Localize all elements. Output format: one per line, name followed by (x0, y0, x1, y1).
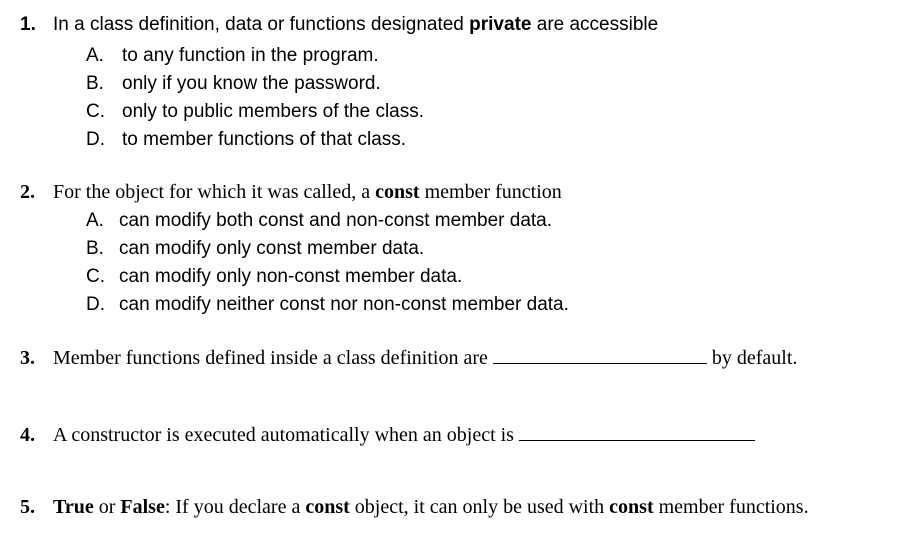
bold-term: private (469, 14, 532, 35)
answer-blank[interactable] (493, 347, 707, 364)
question-1-stem: 1. In a class definition, data or functions designated private are accessible (20, 14, 659, 35)
bold-const: const (305, 496, 350, 518)
bold-term: const (375, 181, 420, 203)
option-d: D. to member functions of that class. (86, 129, 407, 150)
option-c: C. only to public members of the class. (86, 101, 425, 122)
question-3: 3. Member functions defined inside a class definition are by default. (20, 347, 798, 369)
bold-true: True (53, 496, 94, 518)
option-b: B. can modify only const member data. (86, 238, 425, 259)
option-a: A. to any function in the program. (86, 45, 379, 66)
option-d: D. can modify neither const nor non-const member data. (86, 294, 569, 315)
question-2-stem: 2. For the object for which it was called, a const member function (20, 181, 562, 203)
bold-const: const (609, 496, 654, 518)
option-a: A. can modify both const and non-const member data. (86, 210, 553, 231)
question-number: 2. (20, 181, 35, 203)
option-c: C. can modify only non-const member data. (86, 266, 463, 287)
question-2-options (86, 207, 569, 319)
question-number: 3. (20, 347, 35, 369)
question-number: 4. (20, 424, 35, 446)
option-b: B. only if you know the password. (86, 73, 381, 94)
question-5: 5. True or False: If you declare a const object, it can only be used with const member functions. (20, 496, 809, 518)
answer-blank[interactable] (519, 424, 755, 441)
bold-false: False (120, 496, 165, 518)
question-1-options (86, 42, 424, 154)
question-4: 4. A constructor is executed automatically when an object is (20, 424, 755, 447)
question-number: 1. (20, 14, 36, 35)
question-number: 5. (20, 496, 35, 518)
